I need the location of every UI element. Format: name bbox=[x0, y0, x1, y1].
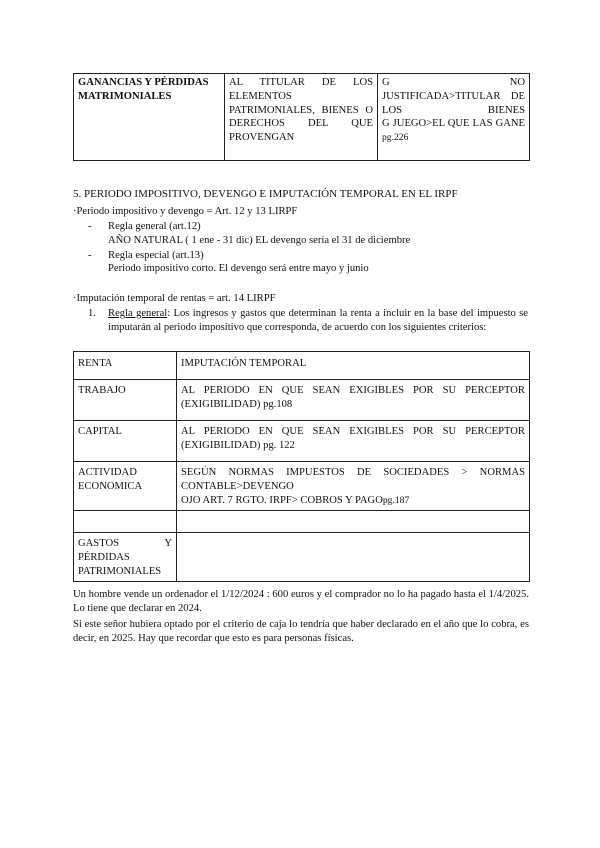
row-value bbox=[177, 533, 530, 582]
rentas-table bbox=[73, 351, 530, 582]
row-key: CAPITAL bbox=[74, 421, 177, 462]
row-key: ACTIVIDAD ECONOMICA bbox=[74, 462, 177, 511]
period-line: ·Periodo impositivo y devengo = Art. 12 y 13 LIRPF bbox=[73, 206, 298, 217]
rule-general-title: Regla general (art.12) bbox=[108, 221, 201, 232]
table-cell-imputation bbox=[225, 74, 378, 161]
imputation-line: ·Imputación temporal de rentas = art. 14 LIRPF bbox=[73, 293, 276, 304]
table-row bbox=[74, 380, 530, 421]
row-value: CONTABLE>DEVENGO bbox=[181, 480, 294, 492]
note-unjustified: G NO JUSTIFICADA>TITULAR DE LOS BIENES bbox=[382, 77, 525, 116]
numbered-text: : Los ingresos y gastos que determinan la renta a incluir en la base del impuesto se imputarán al periodo impositivo que corresponda, de acuerdo con los siguientes criterios: bbox=[108, 308, 528, 333]
list-item bbox=[88, 220, 528, 234]
patrimonial-gains-table bbox=[73, 73, 530, 161]
rules-list bbox=[88, 220, 528, 276]
table-row bbox=[74, 421, 530, 462]
note-gambling: G JUEGO>EL QUE LAS GANE bbox=[382, 118, 525, 130]
row-value: (EXIGIBILIDAD) pg. 122 bbox=[181, 439, 295, 451]
numbered-label: Regla general bbox=[108, 308, 168, 319]
list-item bbox=[88, 234, 528, 248]
row-value: SEGÚN NORMAS IMPUESTOS DE SOCIEDADES > NORMAS bbox=[181, 467, 525, 478]
imputation-text: AL TITULAR DE LOS ELEMENTOS PATRIMONIALES, BIENES O DERECHOS DEL QUE PROVENGAN bbox=[229, 77, 373, 144]
header-key: RENTA bbox=[74, 352, 177, 380]
header-value: IMPUTACIÓN TEMPORAL bbox=[177, 352, 530, 380]
list-item bbox=[88, 262, 528, 276]
table-row bbox=[74, 511, 530, 533]
numbered-list bbox=[88, 307, 528, 335]
list-item bbox=[88, 307, 528, 335]
rule-special-title: Regla especial (art.13) bbox=[108, 249, 204, 261]
row-key: TRABAJO bbox=[74, 380, 177, 421]
list-item bbox=[88, 249, 528, 263]
row-value: AL PERIODO EN QUE SEAN EXIGIBLES POR SU PERCEPTOR bbox=[181, 385, 525, 396]
rule-special-detail: Periodo impositivo corto. El devengo será entre mayo y junio bbox=[108, 263, 369, 275]
example-paragraph: Un hombre vende un ordenador el 1/12/2024 : 600 euros y el comprador no lo ha pagado hasta el 1/4/2025. Lo tiene que declarar en 2024. bbox=[73, 589, 529, 614]
row-value: (EXIGIBILIDAD) pg.108 bbox=[181, 398, 293, 410]
cash-criterion-paragraph: Si este señor hubiera optado por el criterio de caja lo tendría que haber declarado en el año que lo cobra, es decir, en 2025. Hay que recordar que esto es para personas físicas. bbox=[73, 619, 529, 644]
list-dash: - bbox=[88, 249, 92, 261]
page-reference: pg.187 bbox=[382, 494, 410, 506]
row-value: OJO ART. 7 RGTO. IRPF> COBROS Y PAGO bbox=[181, 494, 383, 506]
row-value bbox=[177, 511, 530, 533]
section-title: 5. PERIODO IMPOSITIVO, DEVENGO E IMPUTACIÓN TEMPORAL EN EL IRPF bbox=[73, 188, 458, 200]
table-header-row bbox=[74, 352, 530, 380]
table-cell-notes bbox=[378, 74, 530, 161]
table-cell-category bbox=[74, 74, 225, 161]
table-row bbox=[74, 74, 530, 161]
row-key bbox=[74, 511, 177, 533]
row-key: GASTOS Y PÉRDIDAS PATRIMONIALES bbox=[74, 533, 177, 582]
table-row bbox=[74, 533, 530, 582]
page-reference: pg.226 bbox=[382, 132, 409, 144]
row-value: AL PERIODO EN QUE SEAN EXIGIBLES POR SU PERCEPTOR bbox=[181, 426, 525, 437]
category-label: GANANCIAS Y PÉRDIDAS MATRIMONIALES bbox=[78, 77, 209, 102]
list-number: 1. bbox=[88, 308, 96, 319]
list-dash: - bbox=[88, 221, 92, 232]
rule-general-detail: AÑO NATURAL ( 1 ene - 31 dic) EL devengo sería el 31 de diciembre bbox=[108, 234, 411, 246]
table-row bbox=[74, 462, 530, 511]
